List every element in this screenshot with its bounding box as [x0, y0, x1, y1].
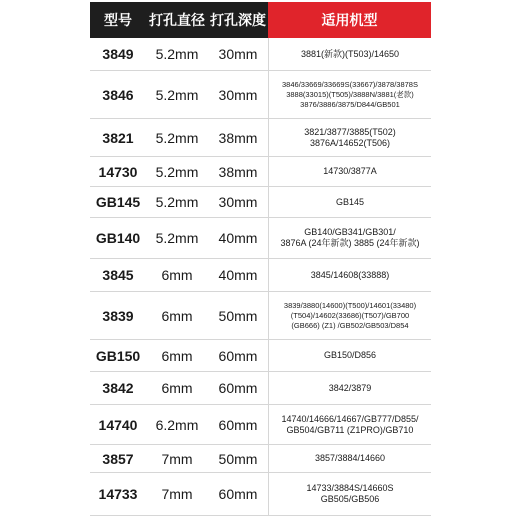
compatible-cell — [268, 218, 431, 258]
depth-cell: 30mm — [218, 86, 258, 103]
depth-cell: 60mm — [218, 380, 258, 396]
depth-cell: 50mm — [218, 307, 258, 324]
compatible-line: (T504)/14602(33686)(T507)/GB700 — [290, 310, 410, 320]
compatible-line: GB145 — [335, 196, 365, 207]
depth-cell: 30mm — [218, 46, 258, 62]
depth-cell: 38mm — [218, 129, 258, 146]
compatible-cell — [268, 445, 431, 472]
compatible-line: 3845/14608(33888) — [310, 269, 390, 280]
diameter-cell: 6mm — [161, 307, 193, 324]
model-cell: GB140 — [95, 230, 141, 246]
depth-cell: 60mm — [218, 416, 258, 433]
table-row — [90, 71, 431, 119]
model-cell: GB145 — [95, 194, 141, 210]
compatible-cell — [268, 38, 431, 70]
compatible-cell — [268, 259, 431, 291]
depth-cell: 40mm — [218, 267, 258, 283]
compatible-line: 3846/33669/33669S(33667)/3878/3878S — [282, 79, 418, 89]
compatible-cell — [268, 340, 431, 371]
compatible-line: 3857/3884/14660 — [314, 453, 386, 463]
table-row — [90, 340, 431, 372]
compatible-line: GB140/GB341/GB301/ — [304, 227, 396, 237]
model-cell: GB150 — [95, 347, 141, 364]
table-row — [90, 119, 431, 157]
table-row — [90, 259, 431, 292]
depth-cell: 50mm — [218, 450, 258, 467]
depth-cell: 40mm — [218, 230, 258, 246]
table-row — [90, 405, 431, 445]
model-cell: 14740 — [98, 416, 138, 433]
diameter-cell: 5.2mm — [155, 46, 199, 62]
compatible-cell — [268, 157, 431, 186]
table-row — [90, 445, 431, 473]
compatible-cell — [268, 71, 431, 118]
model-cell: 14730 — [98, 163, 138, 180]
compatible-line: 3876A/14652(T506) — [309, 137, 391, 148]
compatible-line: 14733/3884S/14660S — [306, 483, 394, 493]
diameter-cell: 6mm — [161, 347, 193, 364]
diameter-cell: 6.2mm — [155, 416, 199, 433]
compatible-cell — [268, 405, 431, 444]
model-cell: 3821 — [102, 129, 134, 146]
model-cell: 14733 — [98, 486, 138, 502]
diameter-cell: 5.2mm — [155, 129, 199, 146]
depth-cell: 38mm — [218, 163, 258, 180]
model-cell: 3846 — [102, 86, 134, 103]
model-cell: 3845 — [102, 267, 134, 283]
table-row — [90, 218, 431, 259]
compatible-line: 3821/3877/3885(T502) — [304, 126, 396, 137]
compatible-line: 14740/14666/14667/GB777/D855/ — [281, 413, 419, 424]
diameter-cell: 6mm — [161, 267, 193, 283]
compatible-line: GB505/GB506 — [320, 494, 380, 504]
diameter-cell: 5.2mm — [155, 86, 199, 103]
depth-cell: 60mm — [218, 347, 258, 364]
depth-cell: 30mm — [218, 194, 258, 210]
model-cell: 3849 — [102, 46, 134, 62]
table-row — [90, 372, 431, 405]
compatible-line: GB150/D856 — [323, 350, 377, 360]
table-row — [90, 38, 431, 71]
header-compatible: 适用机型 — [268, 2, 431, 38]
compatible-line: GB504/GB711 (Z1PRO)/GB710 — [286, 424, 414, 435]
compatible-cell — [268, 119, 431, 156]
spec-table — [90, 2, 431, 518]
table-row — [90, 292, 431, 340]
depth-cell: 60mm — [218, 486, 258, 502]
compatible-line: (GB666) (Z1) /GB502/GB503/D854 — [291, 320, 409, 330]
header-depth: 打孔深度 — [208, 2, 268, 38]
compatible-line: 3888(33015)(T505)/3888N/3881(老款) — [286, 89, 414, 99]
compatible-line: 3881(新款)(T503)/14650 — [300, 48, 400, 59]
compatible-line: 14730/3877A — [323, 166, 377, 176]
compatible-line: 3842/3879 — [328, 382, 372, 393]
diameter-cell: 5.2mm — [155, 194, 199, 210]
compatible-cell — [268, 473, 431, 515]
diameter-cell: 5.2mm — [155, 163, 199, 180]
model-cell: 3842 — [102, 380, 134, 396]
table-row — [90, 473, 431, 516]
diameter-cell: 7mm — [161, 486, 193, 502]
model-cell: 3839 — [102, 307, 134, 324]
header-model: 型号 — [90, 2, 146, 38]
diameter-cell: 7mm — [161, 450, 193, 467]
compatible-line: 3876/3886/3875/D844/GB501 — [300, 99, 400, 109]
diameter-cell: 5.2mm — [155, 230, 199, 246]
diameter-cell: 6mm — [161, 380, 193, 396]
model-cell: 3857 — [102, 450, 134, 467]
table-row — [90, 157, 431, 187]
compatible-cell — [268, 292, 431, 339]
header-diameter: 打孔直径 — [146, 2, 208, 38]
compatible-cell — [268, 372, 431, 404]
compatible-line: 3839/3880(14600)(T500)/14601(33480) — [283, 300, 417, 310]
table-row — [90, 187, 431, 218]
compatible-line: 3876A (24年新款) 3885 (24年新款) — [280, 238, 420, 248]
compatible-cell — [268, 187, 431, 217]
